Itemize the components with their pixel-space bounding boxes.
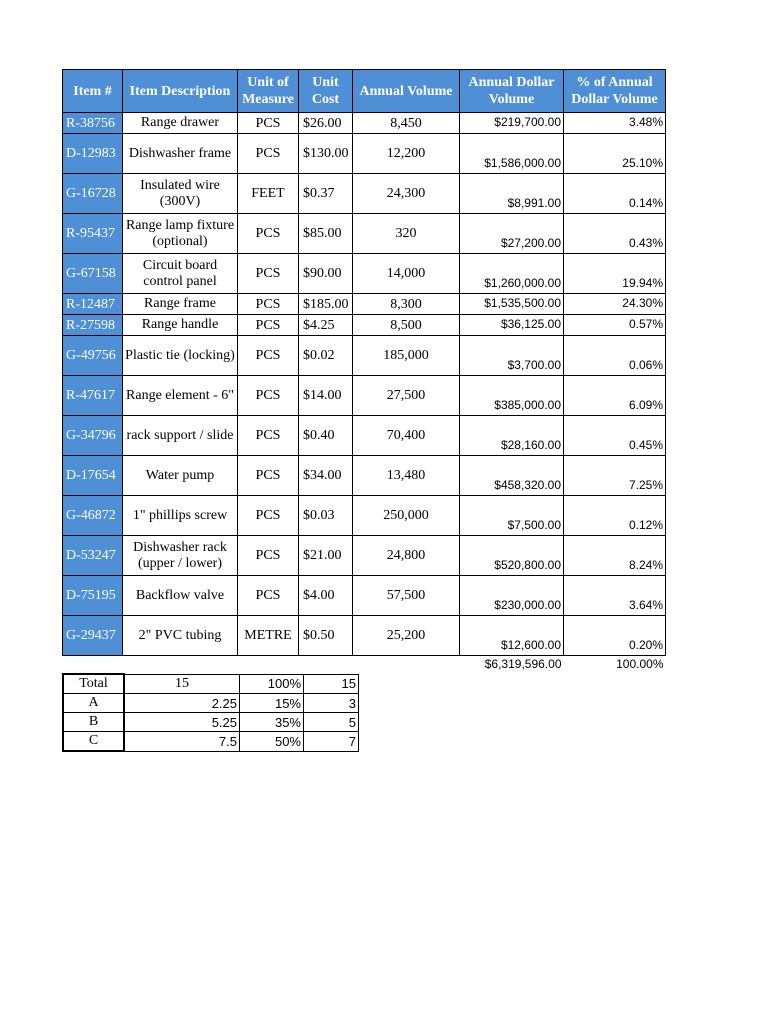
item-id-cell: G-29437 bbox=[63, 616, 123, 656]
unit-of-measure-cell: PCS bbox=[238, 416, 299, 456]
table-row bbox=[63, 536, 666, 576]
summary-value-cell: 15 bbox=[124, 674, 240, 694]
table-row bbox=[63, 174, 666, 214]
total-pct-cell: 100.00% bbox=[616, 657, 664, 671]
annual-dollar-volume-cell: $3,700.00 bbox=[460, 336, 564, 376]
total-dollar-cell: $6,319,596.00 bbox=[484, 657, 562, 671]
annual-volume-cell: 320 bbox=[353, 214, 460, 254]
table-row bbox=[63, 376, 666, 416]
unit-of-measure-cell: PCS bbox=[238, 456, 299, 496]
pct-annual-dollar-volume-cell: 7.25% bbox=[564, 456, 666, 496]
table-row bbox=[63, 456, 666, 496]
item-id-cell: G-49756 bbox=[63, 336, 123, 376]
summary-label-cell: C bbox=[63, 732, 124, 752]
item-description-cell: Dishwasher rack (upper / lower) bbox=[123, 536, 238, 576]
annual-dollar-volume-cell: $27,200.00 bbox=[460, 214, 564, 254]
annual-dollar-volume-cell: $1,586,000.00 bbox=[460, 134, 564, 174]
annual-dollar-volume-cell: $230,000.00 bbox=[460, 576, 564, 616]
pct-annual-dollar-volume-cell: 25.10% bbox=[564, 134, 666, 174]
unit-of-measure-cell: PCS bbox=[238, 496, 299, 536]
unit-cost-cell: $0.50 bbox=[299, 616, 353, 656]
table-row bbox=[63, 254, 666, 294]
annual-dollar-volume-cell: $1,260,000.00 bbox=[460, 254, 564, 294]
unit-cost-cell: $185.00 bbox=[299, 294, 353, 315]
unit-cost-cell: $85.00 bbox=[299, 214, 353, 254]
item-description-cell: Circuit board control panel bbox=[123, 254, 238, 294]
item-description-cell: Range element - 6" bbox=[123, 376, 238, 416]
pct-annual-dollar-volume-cell: 0.14% bbox=[564, 174, 666, 214]
summary-value-cell: 2.25 bbox=[124, 694, 240, 713]
pct-annual-dollar-volume-cell: 3.48% bbox=[564, 113, 666, 134]
unit-cost-cell: $4.00 bbox=[299, 576, 353, 616]
table-row bbox=[63, 336, 666, 376]
table-row bbox=[63, 113, 666, 134]
summary-count-cell: 3 bbox=[304, 694, 359, 713]
header-pct-annual-dollar-volume: % of Annual Dollar Volume bbox=[564, 70, 666, 113]
empty-cell bbox=[353, 656, 460, 674]
summary-row bbox=[63, 694, 359, 713]
table-row bbox=[63, 416, 666, 456]
unit-cost-cell: $0.40 bbox=[299, 416, 353, 456]
unit-of-measure-cell: FEET bbox=[238, 174, 299, 214]
item-id-cell: R-12487 bbox=[63, 294, 123, 315]
pct-annual-dollar-volume-cell: 3.64% bbox=[564, 576, 666, 616]
unit-cost-cell: $0.02 bbox=[299, 336, 353, 376]
summary-percent-cell: 35% bbox=[240, 713, 304, 732]
unit-of-measure-cell: PCS bbox=[238, 134, 299, 174]
table-row bbox=[63, 496, 666, 536]
annual-dollar-volume-cell: $28,160.00 bbox=[460, 416, 564, 456]
pct-annual-dollar-volume-cell: 6.09% bbox=[564, 376, 666, 416]
item-id-cell: R-95437 bbox=[63, 214, 123, 254]
empty-cell bbox=[63, 656, 123, 674]
header-annual-volume: Annual Volume bbox=[353, 70, 460, 113]
summary-percent-cell: 50% bbox=[240, 732, 304, 752]
table-row bbox=[63, 214, 666, 254]
header-annual-dollar-volume: Annual Dollar Volume bbox=[460, 70, 564, 113]
annual-volume-cell: 250,000 bbox=[353, 496, 460, 536]
annual-dollar-volume-cell: $8,991.00 bbox=[460, 174, 564, 214]
unit-cost-cell: $90.00 bbox=[299, 254, 353, 294]
empty-cell bbox=[238, 656, 299, 674]
item-id-cell: D-17654 bbox=[63, 456, 123, 496]
item-description-cell: 1" phillips screw bbox=[123, 496, 238, 536]
annual-dollar-volume-cell: $12,600.00 bbox=[460, 616, 564, 656]
summary-label-cell: B bbox=[63, 713, 124, 732]
item-description-cell: 2" PVC tubing bbox=[123, 616, 238, 656]
unit-of-measure-cell: PCS bbox=[238, 113, 299, 134]
item-description-cell: Water pump bbox=[123, 456, 238, 496]
item-description-cell: Insulated wire (300V) bbox=[123, 174, 238, 214]
unit-of-measure-cell: METRE bbox=[238, 616, 299, 656]
item-description-cell: rack support / slide bbox=[123, 416, 238, 456]
item-description-cell: Dishwasher frame bbox=[123, 134, 238, 174]
unit-cost-cell: $0.03 bbox=[299, 496, 353, 536]
annual-dollar-volume-cell: $7,500.00 bbox=[460, 496, 564, 536]
item-id-cell: G-34796 bbox=[63, 416, 123, 456]
pct-annual-dollar-volume-cell: 0.20% bbox=[564, 616, 666, 656]
annual-volume-cell: 25,200 bbox=[353, 616, 460, 656]
item-id-cell: R-38756 bbox=[63, 113, 123, 134]
pct-annual-dollar-volume-cell: 0.57% bbox=[564, 315, 666, 336]
summary-percent-cell: 15% bbox=[240, 694, 304, 713]
item-id-cell: D-53247 bbox=[63, 536, 123, 576]
pct-annual-dollar-volume-cell: 24.30% bbox=[564, 294, 666, 315]
unit-of-measure-cell: PCS bbox=[238, 376, 299, 416]
item-description-cell: Range drawer bbox=[123, 113, 238, 134]
empty-cell bbox=[123, 656, 238, 674]
annual-volume-cell: 24,300 bbox=[353, 174, 460, 214]
item-description-cell: Range lamp fixture (optional) bbox=[123, 214, 238, 254]
annual-volume-cell: 57,500 bbox=[353, 576, 460, 616]
summary-table bbox=[62, 673, 359, 752]
pct-annual-dollar-volume-cell: 0.45% bbox=[564, 416, 666, 456]
unit-cost-cell: $14.00 bbox=[299, 376, 353, 416]
annual-dollar-volume-cell: $458,320.00 bbox=[460, 456, 564, 496]
annual-volume-cell: 8,500 bbox=[353, 315, 460, 336]
unit-of-measure-cell: PCS bbox=[238, 294, 299, 315]
summary-count-cell: 5 bbox=[304, 713, 359, 732]
annual-volume-cell: 12,200 bbox=[353, 134, 460, 174]
unit-cost-cell: $34.00 bbox=[299, 456, 353, 496]
unit-cost-cell: $26.00 bbox=[299, 113, 353, 134]
item-id-cell: G-46872 bbox=[63, 496, 123, 536]
table-row bbox=[63, 315, 666, 336]
table-row bbox=[63, 576, 666, 616]
table-row bbox=[63, 616, 666, 656]
table-row bbox=[63, 294, 666, 315]
annual-volume-cell: 8,450 bbox=[353, 113, 460, 134]
header-row bbox=[63, 70, 666, 113]
unit-of-measure-cell: PCS bbox=[238, 254, 299, 294]
item-id-cell: G-67158 bbox=[63, 254, 123, 294]
item-id-cell: D-12983 bbox=[63, 134, 123, 174]
annual-volume-cell: 27,500 bbox=[353, 376, 460, 416]
summary-value-cell: 7.5 bbox=[124, 732, 240, 752]
annual-dollar-volume-cell: $219,700.00 bbox=[460, 113, 564, 134]
unit-of-measure-cell: PCS bbox=[238, 576, 299, 616]
summary-row bbox=[63, 674, 359, 694]
summary-label-cell: A bbox=[63, 694, 124, 713]
unit-of-measure-cell: PCS bbox=[238, 536, 299, 576]
unit-of-measure-cell: PCS bbox=[238, 214, 299, 254]
unit-cost-cell: $21.00 bbox=[299, 536, 353, 576]
annual-volume-cell: 13,480 bbox=[353, 456, 460, 496]
unit-of-measure-cell: PCS bbox=[238, 315, 299, 336]
summary-row bbox=[63, 732, 359, 752]
annual-dollar-volume-cell: $520,800.00 bbox=[460, 536, 564, 576]
unit-of-measure-cell: PCS bbox=[238, 336, 299, 376]
annual-dollar-volume-cell: $36,125.00 bbox=[460, 315, 564, 336]
annual-volume-cell: 8,300 bbox=[353, 294, 460, 315]
unit-cost-cell: $130.00 bbox=[299, 134, 353, 174]
pct-annual-dollar-volume-cell: 0.43% bbox=[564, 214, 666, 254]
empty-cell bbox=[299, 656, 353, 674]
annual-volume-cell: 185,000 bbox=[353, 336, 460, 376]
item-id-cell: R-47617 bbox=[63, 376, 123, 416]
summary-count-cell: 15 bbox=[304, 674, 359, 694]
item-id-cell: D-75195 bbox=[63, 576, 123, 616]
unit-cost-cell: $4.25 bbox=[299, 315, 353, 336]
inventory-table bbox=[62, 69, 666, 673]
header-uom: Unit of Measure bbox=[238, 70, 299, 113]
item-description-cell: Backflow valve bbox=[123, 576, 238, 616]
item-description-cell: Range handle bbox=[123, 315, 238, 336]
summary-label-cell: Total bbox=[63, 674, 124, 694]
pct-annual-dollar-volume-cell: 19.94% bbox=[564, 254, 666, 294]
item-id-cell: G-16728 bbox=[63, 174, 123, 214]
pct-annual-dollar-volume-cell: 8.24% bbox=[564, 536, 666, 576]
annual-dollar-volume-cell: $1,535,500.00 bbox=[460, 294, 564, 315]
item-id-cell: R-27598 bbox=[63, 315, 123, 336]
annual-volume-cell: 24,800 bbox=[353, 536, 460, 576]
header-item-no: Item # bbox=[63, 70, 123, 113]
item-description-cell: Plastic tie (locking) bbox=[123, 336, 238, 376]
header-description: Item Description bbox=[123, 70, 238, 113]
header-unit-cost: Unit Cost bbox=[299, 70, 353, 113]
unit-cost-cell: $0.37 bbox=[299, 174, 353, 214]
annual-volume-cell: 14,000 bbox=[353, 254, 460, 294]
totals-row bbox=[63, 656, 666, 674]
summary-count-cell: 7 bbox=[304, 732, 359, 752]
item-description-cell: Range frame bbox=[123, 294, 238, 315]
annual-volume-cell: 70,400 bbox=[353, 416, 460, 456]
table-row bbox=[63, 134, 666, 174]
summary-value-cell: 5.25 bbox=[124, 713, 240, 732]
annual-dollar-volume-cell: $385,000.00 bbox=[460, 376, 564, 416]
summary-percent-cell: 100% bbox=[240, 674, 304, 694]
summary-row bbox=[63, 713, 359, 732]
pct-annual-dollar-volume-cell: 0.12% bbox=[564, 496, 666, 536]
pct-annual-dollar-volume-cell: 0.06% bbox=[564, 336, 666, 376]
